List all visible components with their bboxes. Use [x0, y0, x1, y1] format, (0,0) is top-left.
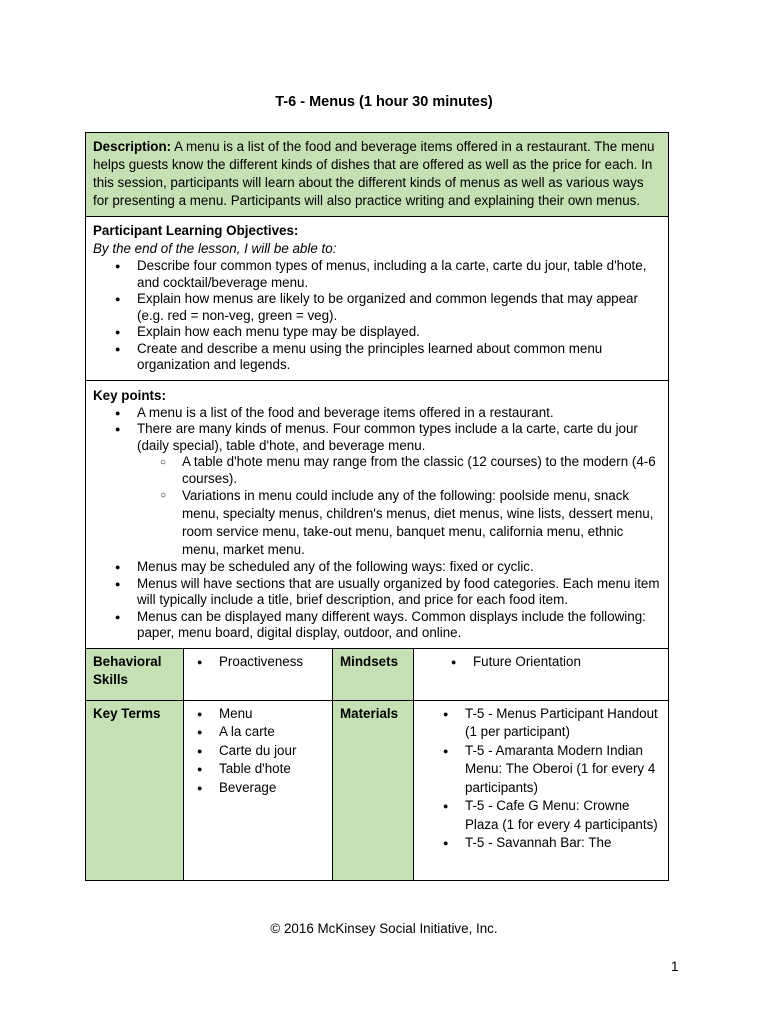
key-points-sublist [137, 454, 661, 559]
list-item: ● Menu [219, 705, 325, 724]
skills-row [86, 649, 668, 701]
list-item: ● T-5 - Amaranta Modern Indian Menu: The Oberoi (1 for every 4 participants) [465, 742, 661, 798]
list-item: ● Beverage [219, 779, 325, 798]
list-item: ● Proactiveness [219, 653, 325, 672]
list-item: ● Table d'hote [219, 760, 325, 779]
behavioral-skills-label: Behavioral Skills [86, 649, 184, 700]
materials-cell [414, 701, 668, 880]
list-item: ● T-5 - Menus Participant Handout (1 per participant) [465, 705, 661, 742]
behavioral-skills-cell [184, 649, 333, 700]
list-item: ● Create and describe a menu using the principles learned about common menu organization and legends. [137, 341, 661, 374]
list-item: ● Menus may be scheduled any of the following ways: fixed or cyclic. [137, 559, 661, 576]
description-label: Description: [93, 139, 172, 154]
copyright-footer: © 2016 McKinsey Social Initiative, Inc. [270, 921, 498, 936]
description-section [86, 133, 668, 217]
list-item: ● T-5 - Cafe G Menu: Crowne Plaza (1 for every 4 participants) [465, 797, 661, 834]
terms-row [86, 701, 668, 880]
list-item: ● Menus can be displayed many different ways. Common displays include the following: paper, menu board, digital display, outdoor, and online. [137, 609, 661, 642]
key-terms-cell [184, 701, 333, 880]
materials-list [421, 705, 661, 853]
key-terms-label: Key Terms [86, 701, 184, 880]
key-terms-list [191, 705, 325, 798]
list-item: ● A la carte [219, 723, 325, 742]
list-item: ● A menu is a list of the food and beverage items offered in a restaurant. [137, 405, 661, 422]
list-item: ● Explain how menus are likely to be organized and common legends that may appear (e.g. red = non-veg, green = veg). [137, 291, 661, 324]
list-item: ● Carte du jour [219, 742, 325, 761]
list-item: ● Future Orientation [473, 653, 661, 672]
sub-list-item: ○ A table d'hote menu may range from the classic (12 courses) to the modern (4-6 courses). [182, 454, 661, 487]
list-item: ● Describe four common types of menus, including a la carte, carte du jour, table d'hote, and cocktail/beverage menu. [137, 258, 661, 291]
objectives-section [86, 217, 668, 381]
list-item-text: There are many kinds of menus. Four common types include a la carte, carte du jour (daily special), table d'hote, and beverage menu. [137, 421, 638, 453]
objectives-label: Participant Learning Objectives: [93, 223, 299, 238]
key-points-label: Key points: [93, 387, 166, 403]
key-points-list [93, 405, 661, 642]
mindsets-cell [414, 649, 668, 700]
objectives-list [93, 258, 661, 374]
list-item [137, 421, 661, 559]
mindsets-label: Mindsets [333, 649, 414, 700]
key-points-section [86, 381, 668, 649]
objectives-intro: By the end of the lesson, I will be able to: [93, 241, 337, 256]
page-title: T-6 - Menus (1 hour 30 minutes) [275, 94, 493, 110]
behavioral-skills-list [191, 653, 325, 672]
page-number: 1 [671, 959, 679, 974]
lesson-table [85, 132, 669, 881]
mindsets-list [421, 653, 661, 672]
sub-list-item: ○ Variations in menu could include any of the following: poolside menu, snack menu, specialty menus, children's menus, diet menus, wine lists, dessert menu, room service menu, take-out menu, banquet menu, california menu, ethnic menu, market menu. [182, 487, 661, 559]
list-item: ● T-5 - Savannah Bar: The [465, 834, 661, 853]
description-text: A menu is a list of the food and beverage items offered in a restaurant. The menu helps guests know the different kinds of dishes that are offered as well as the price for each. In this session, participants will learn about the different kinds of menus as well as various ways for presenting a menu. Participants will also practice writing and explaining their own menus. [93, 139, 655, 208]
materials-label: Materials [333, 701, 414, 880]
list-item: ● Explain how each menu type may be displayed. [137, 324, 661, 341]
list-item: ● Menus will have sections that are usually organized by food categories. Each menu item will typically include a title, brief description, and price for each food item. [137, 576, 661, 609]
